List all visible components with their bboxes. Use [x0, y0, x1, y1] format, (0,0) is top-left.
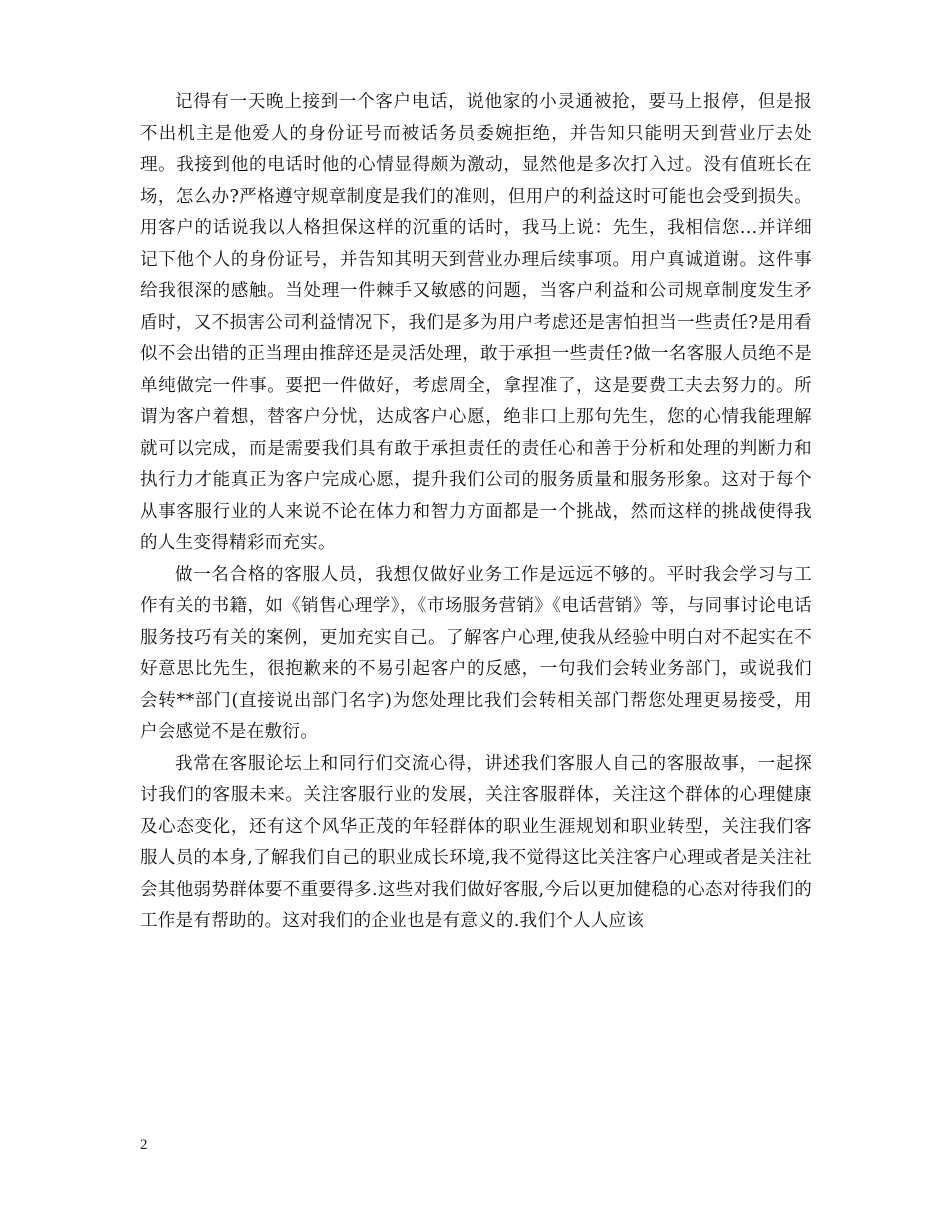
- paragraph-1: 记得有一天晚上接到一个客户电话，说他家的小灵通被抢，要马上报停，但是报不出机主是他爱人的身份证号而被话务员委婉拒绝，并告知只能明天到营业厅去处理。我接到他的电话时他的心情显得颇为激动，显然他是多次打入过。没有值班长在场，怎么办?严格遵守规章制度是我们的准则，但用户的利益这时可能也会受到损失。用客户的话说我以人格担保这样的沉重的话时，我马上说：先生，我相信您...并详细记下他个人的身份证号，并告知其明天到营业办理后续事项。用户真诚道谢。这件事给我很深的感触。当处理一件棘手又敏感的问题，当客户利益和公司规章制度发生矛盾时，又不损害公司利益情况下，我们是多为用户考虑还是害怕担当一些责任?是用看似不会出错的正当理由推辞还是灵活处理，敢于承担一些责任?做一名客服人员绝不是单纯做完一件事。要把一件做好，考虑周全，拿捏准了，这是要费工夫去努力的。所谓为客户着想，替客户分忧，达成客户心愿，绝非口上那句先生，您的心情我能理解就可以完成，而是需要我们具有敢于承担责任的责任心和善于分析和处理的判断力和执行力才能真正为客户完成心愿，提升我们公司的服务质量和服务形象。这对于每个从事客服行业的人来说不论在体力和智力方面都是一个挑战，然而这样的挑战使得我的人生变得精彩而充实。: [140, 92, 812, 553]
- body-text: [140, 87, 812, 938]
- paragraph-2: 做一名合格的客服人员，我想仅做好业务工作是远远不够的。平时我会学习与工作有关的书籍，如《销售心理学》，《市场服务营销》《电话营销》等，与同事讨论电话服务技巧有关的案例，更加充实自己。了解客户心理,使我从经验中明白对不起实在不好意思比先生，很抱歉来的不易引起客户的反感，一句我们会转业务部门，或说我们会转**部门(直接说出部门名字)为您处理比我们会转相关部门帮您处理更易接受，用户会感觉不是在敷衍。: [140, 564, 812, 742]
- page-number: 2: [140, 1137, 148, 1153]
- paragraph-3: 我常在客服论坛上和同行们交流心得，讲述我们客服人自己的客服故事，一起探讨我们的客服未来。关注客服行业的发展，关注客服群体，关注这个群体的心理健康及心态变化，还有这个风华正茂的年轻群体的职业生涯规划和职业转型，关注我们客服人员的本身,了解我们自己的职业成长环境,我不觉得这比关注客户心理或者是关注社会其他弱势群体要不重要得多.这些对我们做好客服,今后以更加健稳的心态对待我们的工作是有帮助的。这对我们的企业也是有意义的.我们个人人应该: [140, 753, 812, 931]
